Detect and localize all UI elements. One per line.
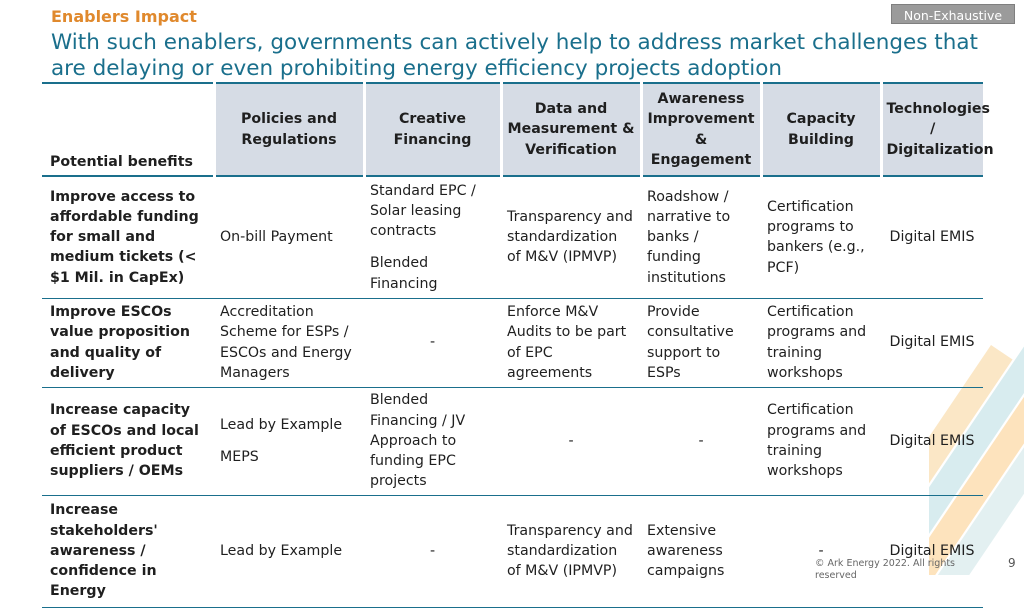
cell-text: Transparency and standardization of M&V (IPMVP) <box>507 522 633 580</box>
cell-text: Provide consultative support to ESPs <box>647 303 734 381</box>
cell-text: - <box>429 334 436 351</box>
table-header-row <box>42 83 983 176</box>
enablers-table <box>42 82 994 608</box>
cell-text: Certification programs and training workshops <box>767 303 867 381</box>
cell-text: Digital EMIS <box>889 542 975 559</box>
column-header-capacity: Capacity Building <box>761 83 881 176</box>
copyright-text: © Ark Energy 2022. All rights reserved <box>815 558 956 581</box>
cell-capacity <box>761 495 881 607</box>
non-exhaustive-badge: Non-Exhaustive <box>891 4 1015 24</box>
cell-text: - <box>429 542 436 559</box>
cell-text: Roadshow / narrative to banks / funding institutions <box>647 188 731 286</box>
cell-technology <box>881 387 983 495</box>
slide-headline: With such enablers, governments can actively help to address market challenges that are delaying or even prohibiting energy efficiency projects adoption <box>51 30 978 81</box>
cell-policies <box>214 387 364 495</box>
cell-text: Enforce M&V Audits to be part of EPC agreements <box>507 303 627 381</box>
cell-text: Lead by Example <box>220 416 343 433</box>
cell-capacity <box>761 387 881 495</box>
table-row <box>42 495 983 607</box>
column-header-policies: Policies and Regulations <box>214 83 364 176</box>
cell-benefit: Increase capacity of ESCOs and local efficient product suppliers / OEMs <box>42 387 214 495</box>
cell-text: Blended Financing / JV Approach to funding EPC projects <box>370 392 466 490</box>
cell-text: Certification programs to bankers (e.g., PCF) <box>767 198 865 276</box>
page-number: 9 <box>1008 556 1016 570</box>
cell-benefit: Improve ESCOs value proposition and quality of delivery <box>42 298 214 387</box>
table-row <box>42 298 983 387</box>
cell-capacity <box>761 176 881 298</box>
cell-text: MEPS <box>220 449 259 465</box>
cell-financing <box>364 495 501 607</box>
cell-text: Blended Financing <box>370 255 438 292</box>
cell-text: - <box>818 542 824 559</box>
cell-text: Lead by Example <box>220 542 343 559</box>
cell-policies <box>214 298 364 387</box>
cell-technology <box>881 298 983 387</box>
cell-text: Extensive awareness campaigns <box>647 522 725 580</box>
cell-policies <box>214 176 364 298</box>
cell-data-mv <box>501 298 641 387</box>
table-row <box>42 387 983 495</box>
cell-text: Standard EPC / Solar leasing contracts <box>370 182 476 240</box>
cell-text: - <box>568 432 574 449</box>
cell-text: Accreditation Scheme for ESPs / ESCOs and Energy Managers <box>220 303 352 381</box>
cell-policies <box>214 495 364 607</box>
cell-awareness <box>641 387 761 495</box>
cell-capacity <box>761 298 881 387</box>
cell-awareness <box>641 176 761 298</box>
table-body <box>42 176 983 607</box>
column-header-awareness: Awareness Improvement & Engagement <box>641 83 761 176</box>
cell-data-mv <box>501 176 641 298</box>
cell-text: - <box>698 432 704 449</box>
cell-technology <box>881 176 983 298</box>
cell-benefit: Improve access to affordable funding for small and medium tickets (< $1 Mil. in CapEx) <box>42 176 214 298</box>
table-row <box>42 176 983 298</box>
column-header-technology: Technologies / Digitalization <box>881 83 983 176</box>
cell-financing <box>364 298 501 387</box>
cell-awareness <box>641 298 761 387</box>
column-header-potential-benefits: Potential benefits <box>42 83 214 176</box>
cell-awareness <box>641 495 761 607</box>
cell-benefit: Increase stakeholders' awareness / confidence in Energy <box>42 495 214 607</box>
section-kicker: Enablers Impact <box>51 7 197 26</box>
cell-text: Certification programs and training workshops <box>767 402 867 480</box>
cell-financing <box>364 387 501 495</box>
cell-text: Digital EMIS <box>889 432 975 449</box>
column-header-financing: Creative Financing <box>364 83 501 176</box>
cell-technology <box>881 495 983 607</box>
cell-text: Digital EMIS <box>889 334 975 351</box>
cell-text: Digital EMIS <box>889 229 975 246</box>
cell-financing <box>364 176 501 298</box>
cell-text: On-bill Payment <box>220 229 333 246</box>
column-header-data-mv: Data and Measurement & Verification <box>501 83 641 176</box>
cell-data-mv <box>501 495 641 607</box>
cell-text: Transparency and standardization of M&V (IPMVP) <box>507 208 633 266</box>
cell-data-mv <box>501 387 641 495</box>
